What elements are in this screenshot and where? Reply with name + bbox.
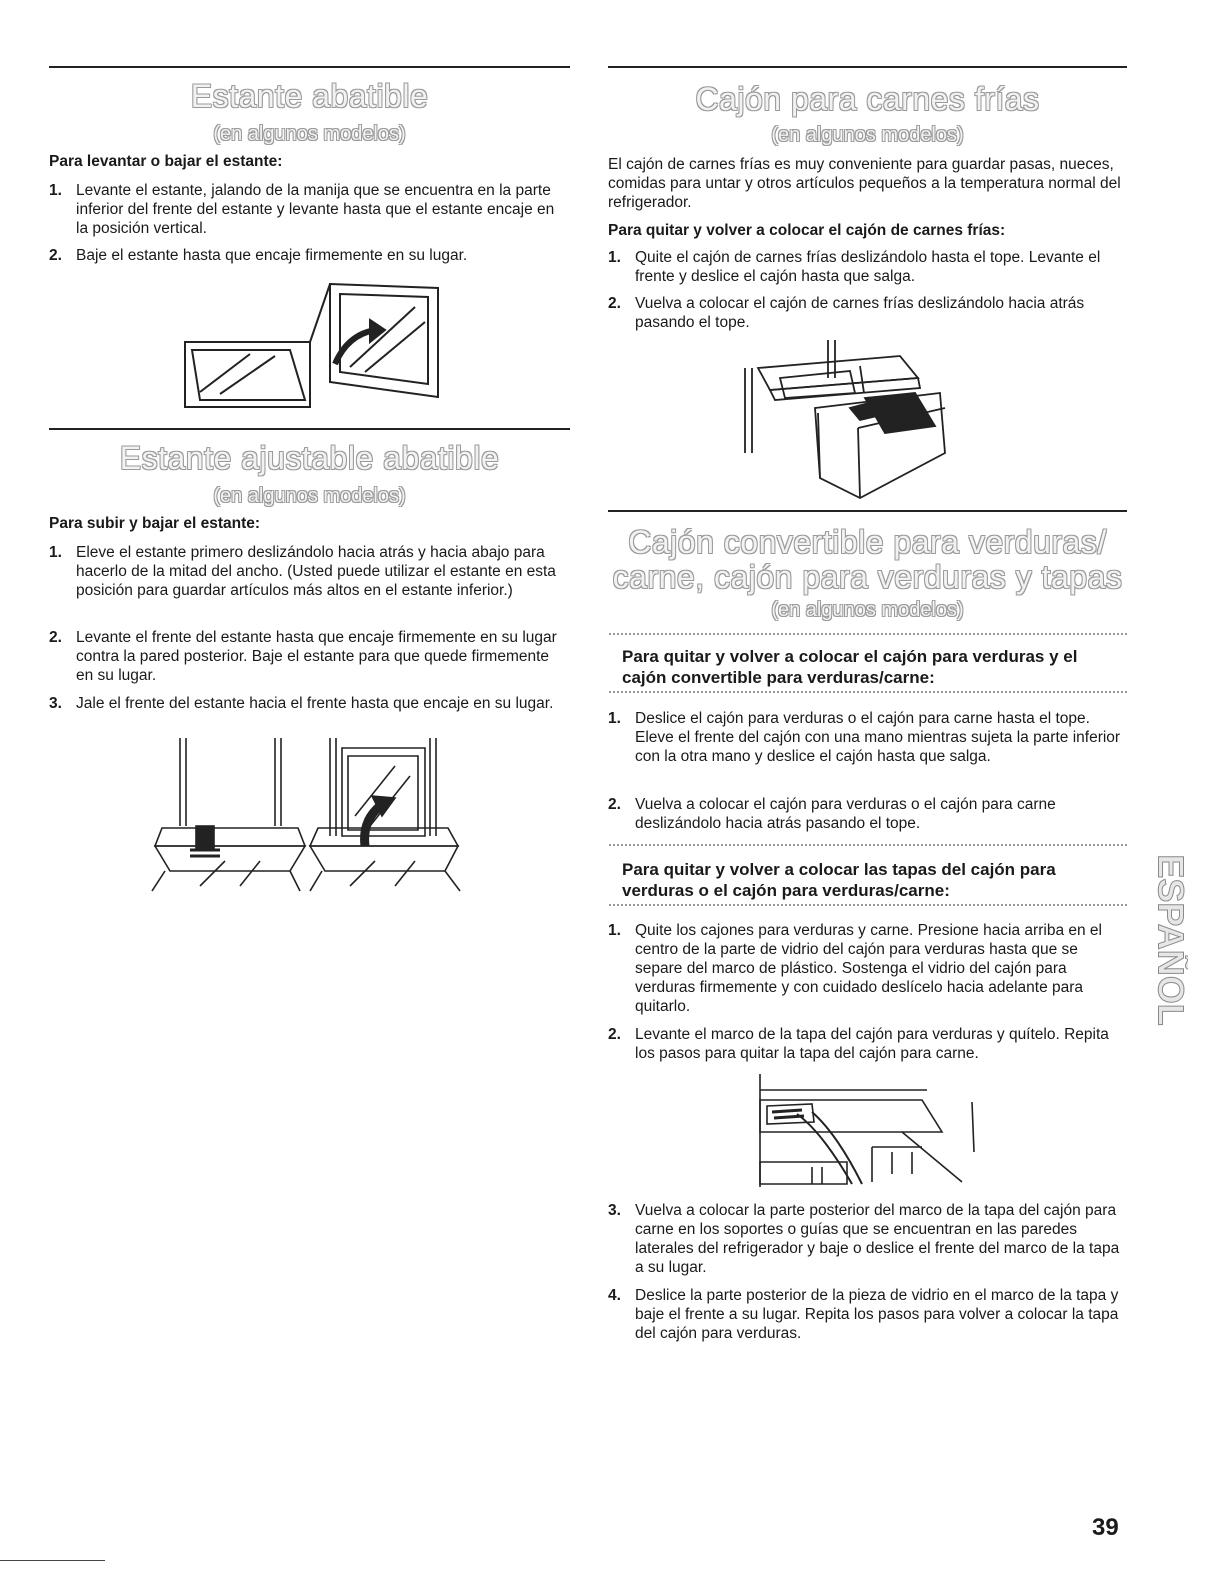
flip-shelf-illustration <box>180 272 452 414</box>
top-rule-left <box>49 66 570 68</box>
list-item <box>608 248 1127 286</box>
side-tab-label: ESPAÑOL <box>1150 854 1188 1026</box>
step-number: 1. <box>608 710 621 727</box>
step-number: 2. <box>49 629 62 646</box>
step-number: 2. <box>608 1026 621 1043</box>
step-text: Levante el estante, jalando de la manija que se encuentra en la parte inferior del frente del estante y levante hasta que el estante encaje en la posición vertical. <box>76 182 555 237</box>
list-item <box>608 795 1127 833</box>
adjustable-shelf-illustration <box>150 736 465 894</box>
list-item <box>49 246 570 265</box>
step-number: 2. <box>608 295 621 312</box>
instruction-heading: Para quitar y volver a colocar el cajón para verduras y el cajón convertible para verduras/carne: <box>622 647 1078 687</box>
step-number: 3. <box>608 1202 621 1219</box>
step-text: Vuelva a colocar el cajón para verduras o el cajón para carne deslizándolo hacia atrás pasando el tope. <box>635 796 1056 832</box>
step-text: Jale el frente del estante hacia el frente hasta que encaje en su lugar. <box>76 695 554 712</box>
section-subtitle: (en algunos modelos) <box>213 485 406 507</box>
step-text: Deslice el cajón para verduras o el cajón para carne hasta el tope. Eleve el frente del cajón con una mano mientras sujeta la parte inferior con la otra mano y deslice el cajón hasta que salga. <box>635 710 1121 765</box>
list-item <box>49 628 570 685</box>
instruction-heading: Para quitar y volver a colocar las tapas del cajón para verduras o el cajón para verduras/carne: <box>622 860 1056 900</box>
step-text: Quite el cajón de carnes frías deslizándolo hasta el tope. Levante el frente y deslice el cajón hasta que salga. <box>635 249 1101 285</box>
top-rule-right <box>608 66 1127 68</box>
list-item <box>49 181 570 238</box>
dotted-divider <box>608 690 1127 694</box>
section-title-cajon-convertible: Cajón convertible para verduras/ <box>628 524 1107 560</box>
step-text: Vuelva a colocar el cajón de carnes frías deslizándolo hacia atrás pasando el tope. <box>635 295 1085 331</box>
language-side-tab <box>1148 815 1188 1065</box>
dotted-divider <box>608 903 1127 907</box>
step-text: Eleve el estante primero deslizándolo hacia atrás y hacia abajo para hacerlo de la mitad del ancho. (Usted puede utilizar el estante en esta posición para guardar artículos más altos en el estante inferior.) <box>76 544 556 599</box>
deli-drawer-illustration <box>740 338 950 502</box>
step-text: Levante el frente del estante hasta que encaje firmemente en su lugar contra la pared posterior. Baje el estante para que quede firmemente en su lugar. <box>76 629 557 684</box>
section-subtitle: (en algunos modelos) <box>771 124 964 146</box>
step-number: 2. <box>49 247 62 264</box>
step-number: 2. <box>608 796 621 813</box>
section-title-estante-ajustable: Estante ajustable abatible <box>119 440 500 476</box>
step-text: Levante el marco de la tapa del cajón para verduras y quítelo. Repita los pasos para quitar la tapa del cajón para carne. <box>635 1026 1109 1062</box>
page-number: 39 <box>1092 1514 1119 1541</box>
step-text: Baje el estante hasta que encaje firmemente en su lugar. <box>76 247 468 264</box>
section-subtitle: (en algunos modelos) <box>771 599 964 621</box>
footer-line <box>0 1560 105 1561</box>
section-rule <box>49 428 570 430</box>
instruction-heading: Para levantar o bajar el estante: <box>49 153 283 170</box>
crisper-cover-illustration <box>752 1072 982 1192</box>
section-subtitle: (en algunos modelos) <box>213 123 406 145</box>
list-item <box>49 543 570 600</box>
step-number: 3. <box>49 695 62 712</box>
step-number: 1. <box>608 922 621 939</box>
step-text: Deslice la parte posterior de la pieza de vidrio en el marco de la tapa y baje el frente a su lugar. Repita los pasos para volver a colocar la tapa del cajón para verduras. <box>635 1287 1119 1342</box>
list-item <box>608 294 1127 332</box>
section-title-cajon-convertible-line2: carne, cajón para verduras y tapas <box>612 559 1123 595</box>
list-item <box>49 694 570 713</box>
section-rule <box>608 510 1127 512</box>
list-item <box>608 1286 1127 1343</box>
list-item <box>608 709 1127 766</box>
list-item <box>608 1201 1127 1277</box>
step-text: Quite los cajones para verduras y carne. Presione hacia arriba en el centro de la parte de vidrio del cajón para verduras hasta que se separe del marco de plástico. Sostenga el vidrio del cajón para verduras firmemente y con cuidado deslícelo hacia adelante para quitarlo. <box>635 922 1102 1015</box>
instruction-heading: Para quitar y volver a colocar el cajón de carnes frías: <box>608 222 1006 239</box>
instruction-heading: Para subir y bajar el estante: <box>49 515 261 532</box>
section-title-cajon-carnes: Cajón para carnes frías <box>695 81 1040 117</box>
list-item <box>608 1025 1127 1063</box>
step-number: 1. <box>49 544 62 561</box>
intro-paragraph: El cajón de carnes frías es muy conveniente para guardar pasas, nueces, comidas para untar y otros artículos pequeños a la temperatura normal del refrigerador. <box>608 156 1121 211</box>
list-item <box>608 921 1127 1016</box>
step-number: 1. <box>608 249 621 266</box>
dotted-divider <box>608 632 1127 636</box>
section-title-estante-abatible: Estante abatible <box>190 78 429 114</box>
step-number: 1. <box>49 182 62 199</box>
step-number: 4. <box>608 1287 621 1304</box>
dotted-divider <box>608 843 1127 847</box>
step-text: Vuelva a colocar la parte posterior del marco de la tapa del cajón para carne en los soportes o guías que se encuentran en las paredes laterales del refrigerador y baje o deslice el frente del marco de la tapa a su lugar. <box>635 1202 1120 1276</box>
